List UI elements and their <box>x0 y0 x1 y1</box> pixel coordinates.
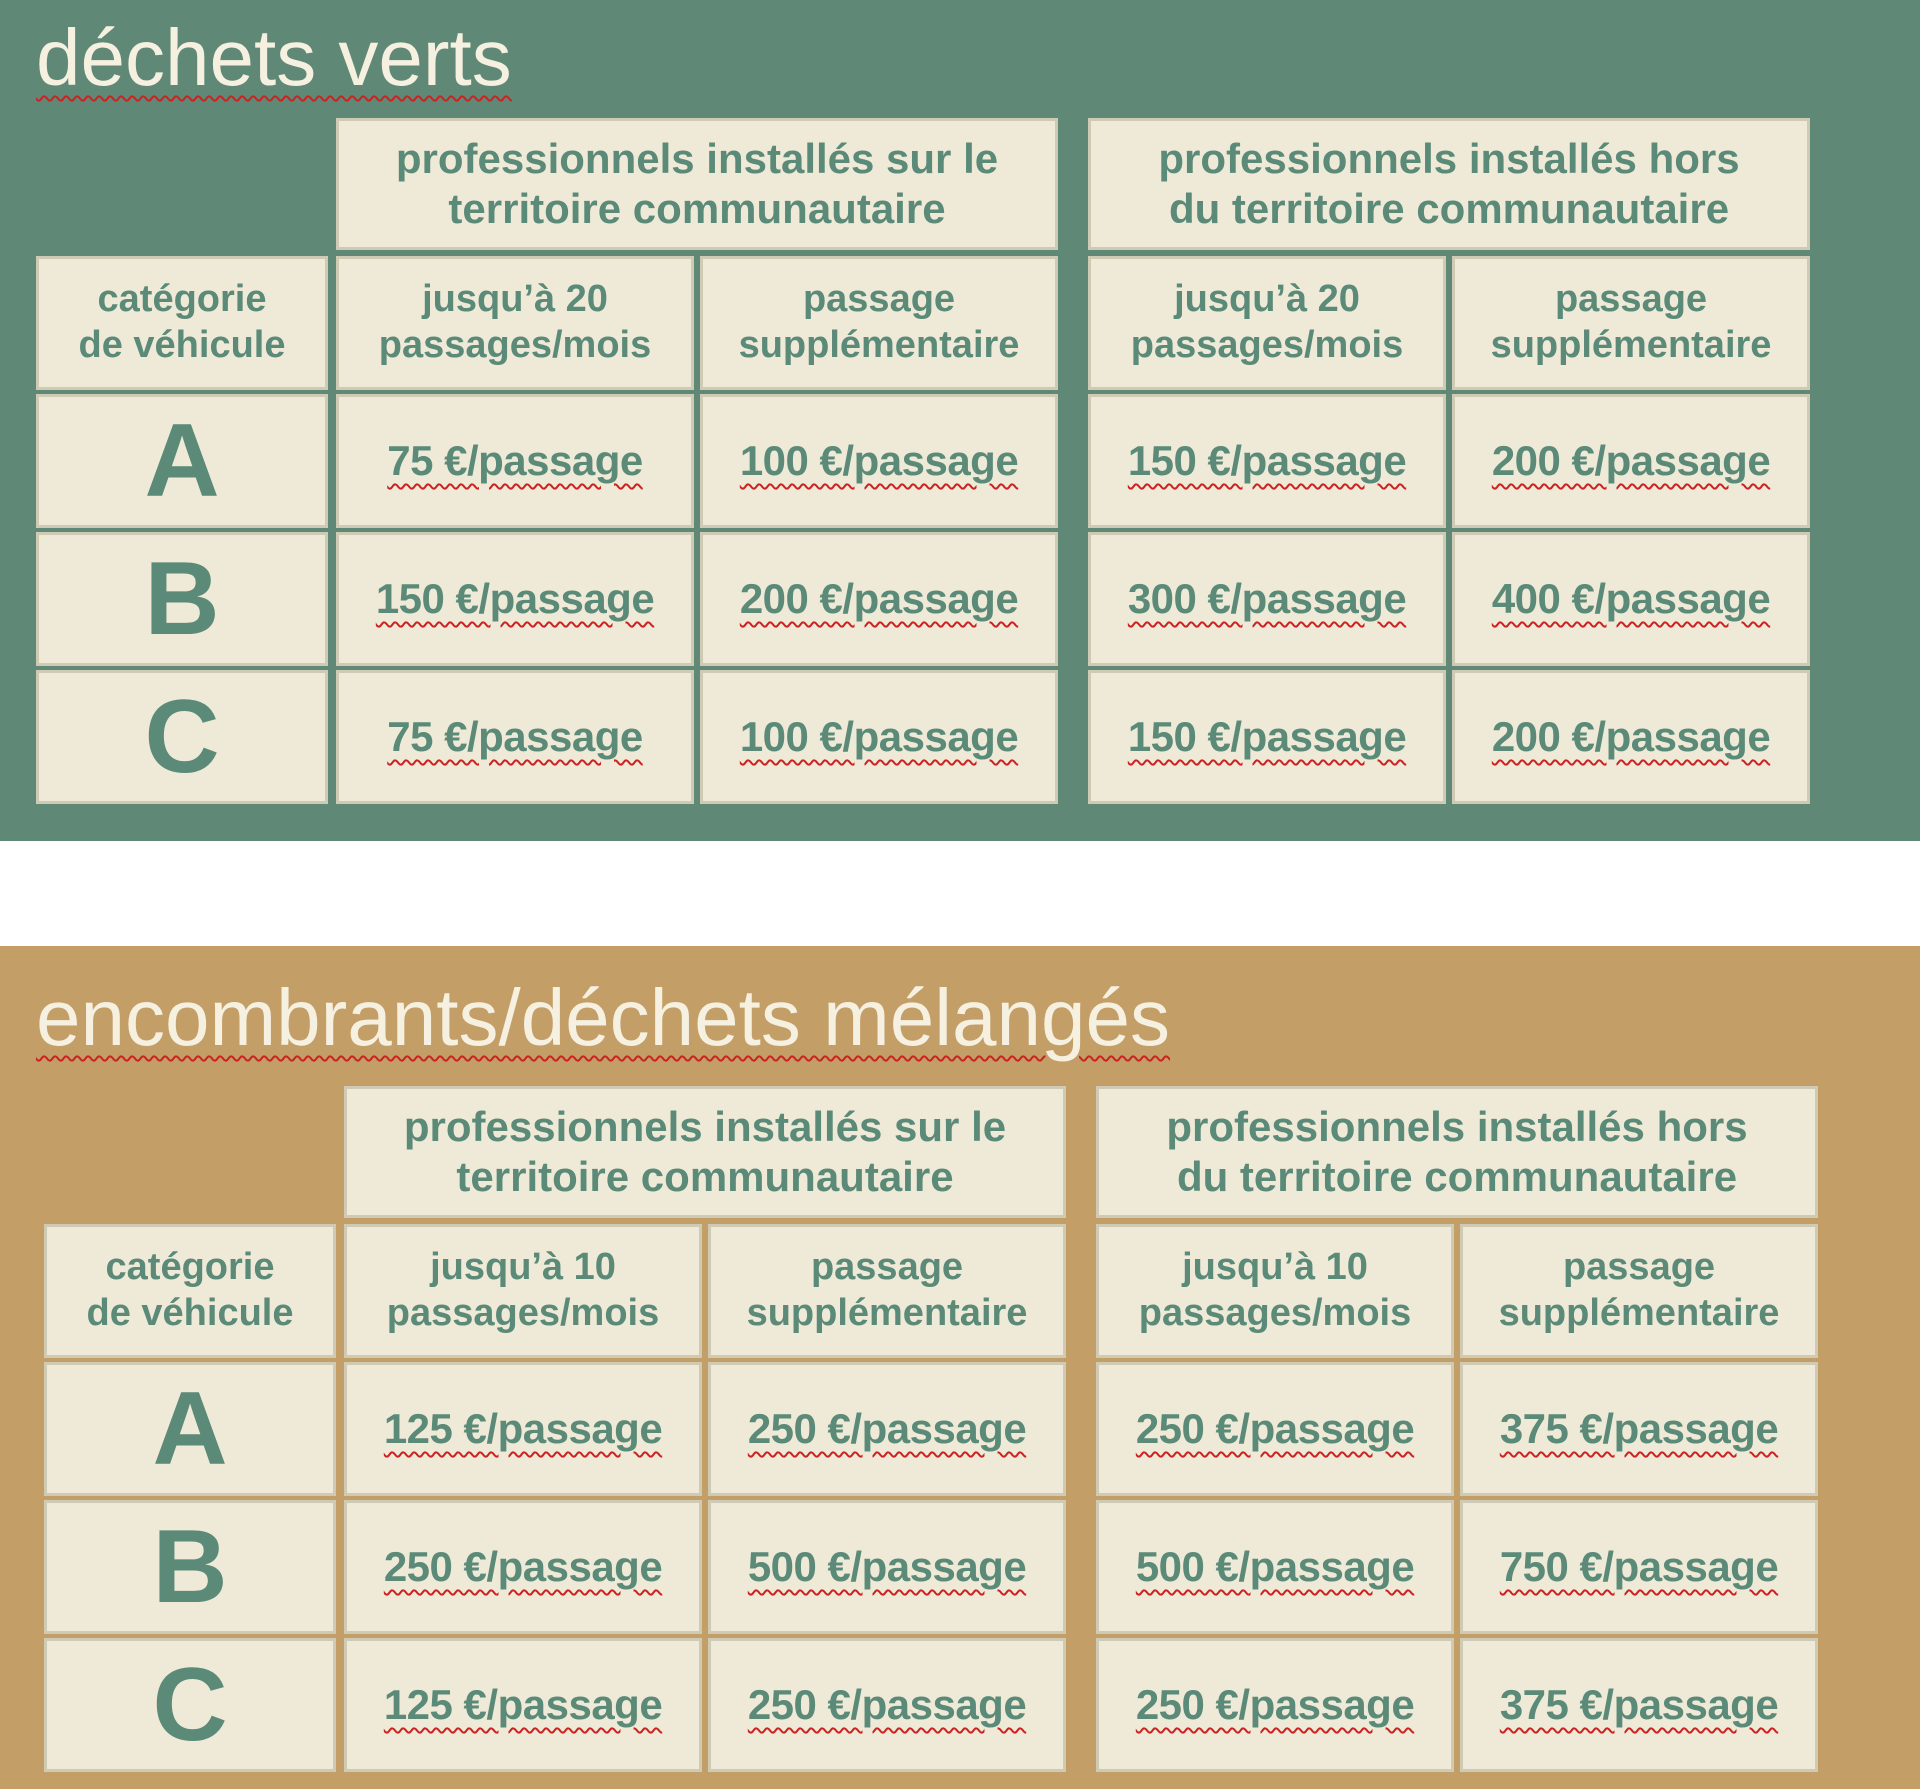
group-header-line: professionnels installés sur le <box>403 1102 1007 1150</box>
price-cell <box>344 1362 702 1496</box>
group-header-inside <box>336 118 1058 250</box>
price-cell <box>1088 670 1446 804</box>
column-header-line: passages/mois <box>378 324 652 366</box>
column-header-line: passages/mois <box>1138 1292 1412 1334</box>
category-header-line: de véhicule <box>78 324 286 366</box>
category-header-line: catégorie <box>97 278 267 321</box>
category-cell: C <box>36 670 328 804</box>
price-cell <box>344 1500 702 1634</box>
price-cell <box>336 394 694 528</box>
column-header <box>336 256 694 390</box>
price-value: 125 €/passage <box>383 1405 663 1452</box>
category-header <box>36 256 328 390</box>
price-value: 200 €/passage <box>739 575 1019 622</box>
column-header <box>1460 1224 1818 1358</box>
section-title <box>36 10 512 106</box>
price-cell <box>1096 1362 1454 1496</box>
group-header-line: territoire communautaire <box>448 185 946 232</box>
price-cell <box>1452 670 1810 804</box>
price-value: 250 €/passage <box>747 1405 1027 1452</box>
category-header <box>44 1224 336 1358</box>
group-header-inside <box>344 1086 1066 1218</box>
price-value: 100 €/passage <box>739 437 1019 484</box>
group-header-line: territoire communautaire <box>456 1153 954 1200</box>
column-header-line: jusqu’à 10 <box>430 1246 616 1289</box>
category-header-line: de véhicule <box>86 1292 294 1334</box>
price-value: 150 €/passage <box>1127 437 1407 484</box>
section-title <box>36 970 1170 1066</box>
price-value: 200 €/passage <box>1491 713 1771 760</box>
column-header-line: jusqu’à 10 <box>1182 1246 1368 1289</box>
price-value: 250 €/passage <box>1135 1405 1415 1452</box>
column-header <box>700 256 1058 390</box>
column-header-line: supplémentaire <box>738 324 1020 366</box>
section-title-text: encombrants/déchets mélangés <box>36 973 1170 1062</box>
column-header-line: passage <box>810 1246 964 1289</box>
group-header-line: professionnels installés sur le <box>395 134 999 182</box>
price-value: 300 €/passage <box>1127 575 1407 622</box>
column-header-line: jusqu’à 20 <box>1174 278 1360 321</box>
price-value: 250 €/passage <box>1135 1681 1415 1728</box>
column-header-line: jusqu’à 20 <box>422 278 608 321</box>
column-header <box>1452 256 1810 390</box>
column-header <box>344 1224 702 1358</box>
price-cell <box>1088 532 1446 666</box>
price-value: 150 €/passage <box>1127 713 1407 760</box>
price-cell <box>336 670 694 804</box>
price-value: 500 €/passage <box>747 1543 1027 1590</box>
column-header-line: passages/mois <box>386 1292 660 1334</box>
group-header-line: professionnels installés hors <box>1158 134 1740 182</box>
price-cell <box>1096 1638 1454 1772</box>
price-value: 400 €/passage <box>1491 575 1771 622</box>
price-cell <box>1096 1500 1454 1634</box>
price-cell <box>336 532 694 666</box>
column-header <box>708 1224 1066 1358</box>
price-value: 375 €/passage <box>1499 1681 1779 1728</box>
category-header-line: catégorie <box>105 1246 275 1289</box>
price-cell <box>700 394 1058 528</box>
price-value: 100 €/passage <box>739 713 1019 760</box>
price-value: 500 €/passage <box>1135 1543 1415 1590</box>
category-cell: A <box>44 1362 336 1496</box>
price-cell <box>344 1638 702 1772</box>
group-header-line: du territoire communautaire <box>1176 1153 1738 1200</box>
section-encombrants <box>0 946 1920 1789</box>
price-value: 250 €/passage <box>747 1681 1027 1728</box>
group-header-outside <box>1096 1086 1818 1218</box>
price-value: 200 €/passage <box>1491 437 1771 484</box>
price-value: 75 €/passage <box>387 437 643 484</box>
price-cell <box>1452 532 1810 666</box>
column-header-line: passage <box>1562 1246 1716 1289</box>
column-header-line: supplémentaire <box>1490 324 1772 366</box>
section-dechets-verts <box>0 0 1920 841</box>
price-value: 125 €/passage <box>383 1681 663 1728</box>
column-header-line: passage <box>1554 278 1708 321</box>
price-value: 375 €/passage <box>1499 1405 1779 1452</box>
price-cell <box>700 670 1058 804</box>
price-cell <box>1460 1500 1818 1634</box>
column-header-line: passages/mois <box>1130 324 1404 366</box>
price-cell <box>1460 1638 1818 1772</box>
section-title-text: déchets verts <box>36 13 512 102</box>
price-cell <box>708 1638 1066 1772</box>
column-header <box>1096 1224 1454 1358</box>
price-value: 250 €/passage <box>383 1543 663 1590</box>
group-header-line: du territoire communautaire <box>1168 185 1730 232</box>
category-cell: A <box>36 394 328 528</box>
group-header-outside <box>1088 118 1810 250</box>
price-cell <box>1452 394 1810 528</box>
price-value: 75 €/passage <box>387 713 643 760</box>
price-cell <box>708 1500 1066 1634</box>
price-cell <box>708 1362 1066 1496</box>
category-cell: B <box>44 1500 336 1634</box>
column-header-line: passage <box>802 278 956 321</box>
column-header-line: supplémentaire <box>746 1292 1028 1334</box>
price-cell <box>700 532 1058 666</box>
category-cell: B <box>36 532 328 666</box>
price-cell <box>1460 1362 1818 1496</box>
price-cell <box>1088 394 1446 528</box>
column-header <box>1088 256 1446 390</box>
category-cell: C <box>44 1638 336 1772</box>
column-header-line: supplémentaire <box>1498 1292 1780 1334</box>
price-value: 750 €/passage <box>1499 1543 1779 1590</box>
price-value: 150 €/passage <box>375 575 655 622</box>
group-header-line: professionnels installés hors <box>1166 1102 1748 1150</box>
